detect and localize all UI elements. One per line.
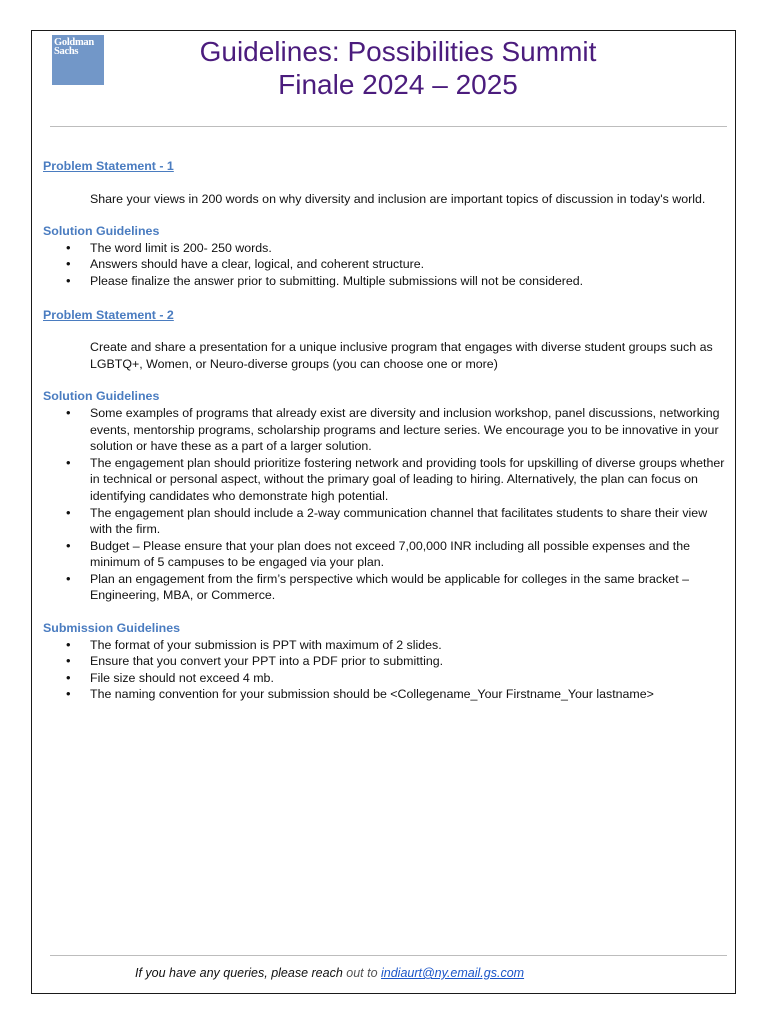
problem-statement-1-heading: Problem Statement - 1: [43, 159, 174, 173]
list-item: • Please finalize the answer prior to submitting. Multiple submissions will not be considered.: [43, 273, 733, 290]
list-item: • The naming convention for your submission should be <Collegename_Your Firstname_Your lastname>: [43, 686, 733, 703]
title-line-2: Finale 2024 – 2025: [278, 69, 518, 100]
page-title: [110, 35, 686, 101]
footer-text-out: out to: [346, 966, 381, 980]
solution-guidelines-1-heading: Solution Guidelines: [43, 224, 160, 239]
solution-guidelines-2-heading: Solution Guidelines: [43, 389, 160, 404]
list-item: • Budget – Please ensure that your plan does not exceed 7,00,000 INR including all possible expenses and the minimum of 5 campuses to be engaged via your plan.: [43, 538, 733, 571]
list-item: • The format of your submission is PPT with maximum of 2 slides.: [43, 637, 733, 654]
list-item: • Some examples of programs that already exist are diversity and inclusion workshop, panel discussions, networking events, mentorship programs, scholarship programs and lecture series. We encourage you to be innovative in your solution or have these as a part of a larger solution.: [43, 405, 733, 455]
list-item: • Answers should have a clear, logical, and coherent structure.: [43, 256, 733, 273]
title-line-1: Guidelines: Possibilities Summit: [199, 36, 597, 67]
list-item: • Ensure that you convert your PPT into a PDF prior to submitting.: [43, 653, 733, 670]
footer-divider: [50, 955, 727, 956]
list-item: • The engagement plan should include a 2-way communication channel that facilitates students to share their view with the firm.: [43, 505, 733, 538]
problem-statement-1-text: Share your views in 200 words on why diversity and inclusion are important topics of discussion in today's world.: [90, 191, 706, 206]
solution-guidelines-1-list: [43, 240, 733, 290]
logo-line-1: Goldman: [54, 37, 94, 48]
list-item: • The word limit is 200- 250 words.: [43, 240, 733, 257]
submission-guidelines-heading: Submission Guidelines: [43, 621, 181, 636]
document-body: [43, 158, 733, 703]
footer-contact: [135, 966, 524, 980]
submission-guidelines-list: [43, 637, 733, 703]
goldman-sachs-logo: [52, 35, 104, 85]
problem-statement-2-text: Create and share a presentation for a unique inclusive program that engages with diverse student groups such as LGBTQ+, Women, or Neuro-diverse groups (you can choose one or more): [90, 340, 713, 371]
list-item: • The engagement plan should prioritize fostering network and providing tools for upskilling of diverse groups whether in technical or personal aspect, without the primary goal of leading to hiring. Alternatively, the plan can focus on identifying candidates who demonstrate high potential.: [43, 455, 733, 505]
logo-line-2: Sachs: [54, 46, 79, 57]
header-divider: [50, 126, 727, 127]
contact-email-link[interactable]: indiaurt@ny.email.gs.com: [381, 966, 525, 980]
list-item: • File size should not exceed 4 mb.: [43, 670, 733, 687]
problem-statement-2-heading: Problem Statement - 2: [43, 307, 174, 322]
solution-guidelines-2-list: [43, 405, 733, 604]
list-item: • Plan an engagement from the firm’s perspective which would be applicable for colleges in the same bracket – Engineering, MBA, or Commerce.: [43, 571, 733, 604]
footer-text: If you have any queries, please reach: [135, 966, 347, 980]
